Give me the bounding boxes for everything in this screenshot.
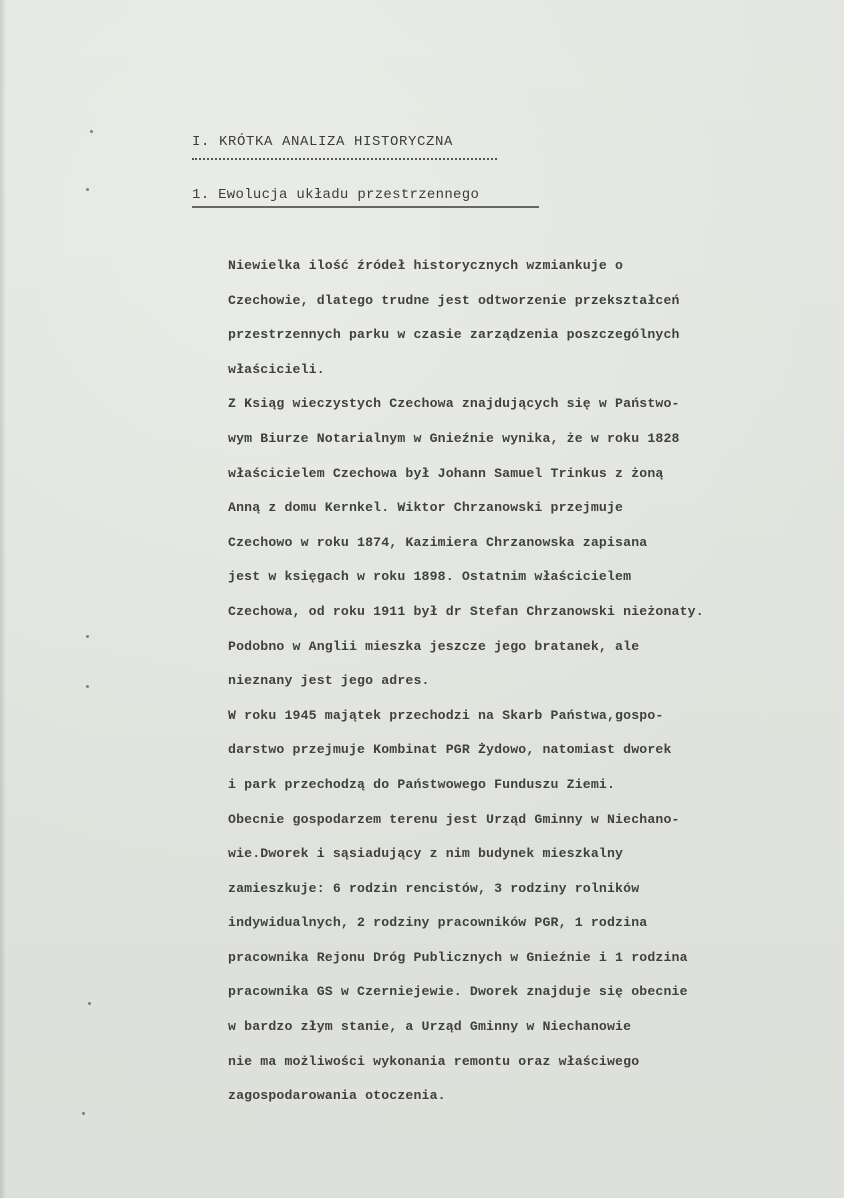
text-line: przestrzennych parku w czasie zarządzenia poszczególnych <box>228 327 680 343</box>
text-line: nieznany jest jego adres. <box>228 673 430 689</box>
punch-mark <box>88 1002 91 1005</box>
text-line: zagospodarowania otoczenia. <box>228 1088 446 1104</box>
body-text <box>228 253 844 1118</box>
punch-mark <box>86 635 89 638</box>
text-line: Czechowo w roku 1874, Kazimiera Chrzanowska zapisana <box>228 534 648 550</box>
text-line: w bardzo złym stanie, a Urząd Gminny w Niechanowie <box>228 1019 632 1035</box>
subsection-title-underline <box>192 206 539 208</box>
punch-mark <box>82 1112 85 1115</box>
text-line: Obecnie gospodarzem terenu jest Urząd Gminny w Niechano- <box>228 811 680 827</box>
text-line: pracownika GS w Czerniejewie. Dworek znajduje się obecnie <box>228 984 688 1000</box>
text-line: zamieszkuje: 6 rodzin rencistów, 3 rodziny rolników <box>228 880 640 896</box>
punch-mark <box>90 130 93 133</box>
text-line: nie ma możliwości wykonania remontu oraz właściwego <box>228 1053 640 1069</box>
text-line: Anną z domu Kernkel. Wiktor Chrzanowski przejmuje <box>228 500 624 516</box>
text-line: Z Ksiąg wieczystych Czechowa znajdujących się w Państwo- <box>228 396 680 412</box>
section-title: I. KRÓTKA ANALIZA HISTORYCZNA <box>192 134 454 150</box>
text-line: i park przechodzą do Państwowego Funduszu Ziemi. <box>228 776 616 792</box>
text-line: Niewielka ilość źródeł historycznych wzmiankuje o <box>228 258 624 273</box>
text-line: W roku 1945 majątek przechodzi na Skarb Państwa,gospo- <box>228 707 664 723</box>
subsection-title: 1. Ewolucja układu przestrzennego <box>192 187 480 203</box>
text-line: jest w księgach w roku 1898. Ostatnim właścicielem <box>228 569 632 585</box>
text-line: pracownika Rejonu Dróg Publicznych w Gnieźnie i 1 rodzina <box>228 949 688 965</box>
text-line: darstwo przejmuje Kombinat PGR Żydowo, natomiast dworek <box>228 742 672 758</box>
text-line: właścicieli. <box>228 361 325 377</box>
section-title-underline <box>192 158 497 160</box>
punch-mark <box>86 685 89 688</box>
page-edge-shadow <box>0 0 6 1198</box>
text-line: właścicielem Czechowa był Johann Samuel Trinkus z żoną <box>228 465 664 481</box>
text-line: wie.Dworek i sąsiadujący z nim budynek mieszkalny <box>228 846 624 862</box>
text-line: Czechowie, dlatego trudne jest odtworzenie przekształceń <box>228 292 680 308</box>
punch-mark <box>86 188 89 191</box>
text-line: indywidualnych, 2 rodziny pracowników PGR, 1 rodzina <box>228 915 648 931</box>
text-line: Podobno w Anglii mieszka jeszcze jego bratanek, ale <box>228 638 640 654</box>
text-line: Czechowa, od roku 1911 był dr Stefan Chrzanowski nieżonaty. <box>228 603 704 619</box>
text-line: wym Biurze Notarialnym w Gnieźnie wynika, że w roku 1828 <box>228 430 680 446</box>
